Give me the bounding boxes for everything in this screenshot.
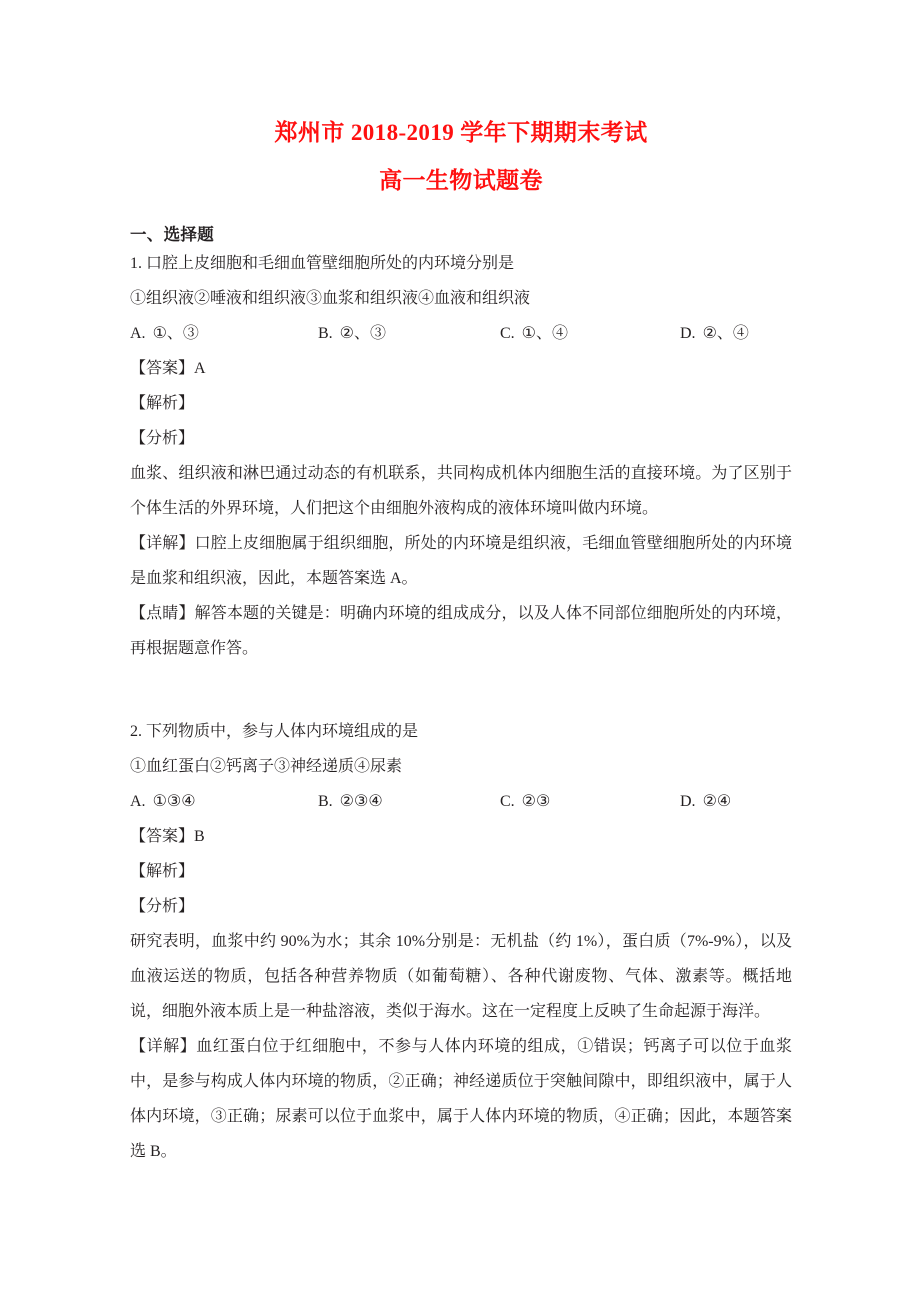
option-a-label: A. [130,325,146,342]
option-d-text: ②、④ [702,325,749,342]
option-b[interactable] [318,316,386,351]
option-d-label: D. [680,325,696,342]
answer-label: 【答案】 [130,360,195,377]
option-b-text: ②、③ [339,325,387,342]
option-c-label: C. [500,793,515,810]
option-b-label: B. [318,793,333,810]
detailed-explanation-paragraph: 【详解】口腔上皮细胞属于组织细胞，所处的内环境是组织液，毛细血管壁细胞所处的内环境是血浆和组织液，因此，本题答案选 A。 [130,535,792,587]
detailed-explanation-paragraph: 【详解】血红蛋白位于红细胞中，不参与人体内环境的组成，①错误；钙离子可以位于血浆中，是参与构成人体内环境的物质，②正确；神经递质位于突触间隙中，即组织液中，属于人体内环境，③正确；尿素可以位于血浆中，属于人体内环境的物质，④正确；因此，本题答案选 B。 [130,1038,792,1160]
answer-value: A [194,360,206,377]
option-d-text: ②④ [702,793,732,810]
option-d[interactable] [680,316,749,351]
question-options [130,784,792,819]
question-separator [130,666,792,714]
option-b-label: B. [318,325,333,342]
question-items: ①血红蛋白②钙离子③神经递质④尿素 [130,758,403,775]
page-title-line-1: 郑州市 2018-2019 学年下期期末考试 [274,120,648,145]
question-items: ①组织液②唾液和组织液③血浆和组织液④血液和组织液 [130,290,531,307]
option-b[interactable] [318,784,383,819]
question-stem: 1. 口腔上皮细胞和毛细血管壁细胞所处的内环境分别是 [130,255,515,272]
option-a-label: A. [130,793,146,810]
option-c[interactable] [500,316,568,351]
explanation-label: 【解析】 [130,863,195,880]
analysis-label: 【分析】 [130,898,195,915]
option-c-label: C. [500,325,515,342]
answer-value: B [194,828,205,845]
answer-line [130,819,792,854]
analysis-paragraph: 研究表明，血浆中约 90%为水；其余 10%分别是：无机盐（约 1%），蛋白质（7%-9%），以及血液运送的物质，包括各种营养物质（如葡萄糖）、各种代谢废物、气体、激素等。概括地说，细胞外液本质上是一种盐溶液，类似于海水。这在一定程度上反映了生命起源于海洋。 [130,933,792,1020]
option-d[interactable] [680,784,731,819]
analysis-label: 【分析】 [130,430,195,447]
question-options [130,316,792,351]
question-block-1 [130,246,792,666]
option-c-text: ①、④ [521,325,569,342]
key-point-paragraph: 【点睛】解答本题的关键是：明确内环境的组成成分，以及人体不同部位细胞所处的内环境，再根据题意作答。 [130,605,792,657]
explanation-label: 【解析】 [130,395,195,412]
answer-line [130,351,792,386]
section-heading-multiple-choice: 一、选择题 [130,225,214,244]
option-a[interactable] [130,784,196,819]
option-a-text: ①、③ [152,325,199,342]
option-c[interactable] [500,784,550,819]
question-block-2 [130,714,792,1169]
document-content [130,0,792,1169]
analysis-paragraph: 血浆、组织液和淋巴通过动态的有机联系，共同构成机体内细胞生活的直接环境。为了区别于个体生活的外界环境，人们把这个由细胞外液构成的液体环境叫做内环境。 [130,465,792,517]
option-b-text: ②③④ [339,793,383,810]
answer-label: 【答案】 [130,828,195,845]
option-d-label: D. [680,793,696,810]
option-c-text: ②③ [521,793,551,810]
option-a[interactable] [130,316,199,351]
option-a-text: ①③④ [152,793,196,810]
page-title-line-2: 高一生物试题卷 [379,168,543,193]
question-stem: 2. 下列物质中，参与人体内环境组成的是 [130,723,419,740]
